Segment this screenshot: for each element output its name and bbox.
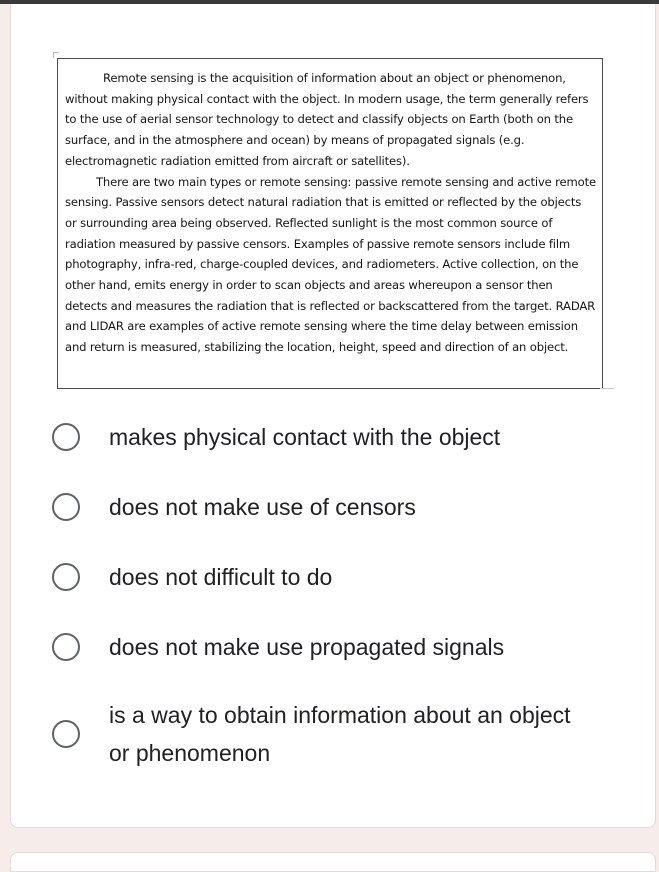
radio-button-icon[interactable] <box>52 423 80 451</box>
next-question-card <box>10 852 656 872</box>
radio-button-icon[interactable] <box>52 493 80 521</box>
option-1[interactable] <box>52 418 579 456</box>
radio-button-icon[interactable] <box>52 633 80 661</box>
option-label: does not make use of censors <box>109 494 416 520</box>
option-4[interactable] <box>52 628 579 666</box>
option-label: makes physical contact with the object <box>109 424 501 450</box>
option-label: does not difficult to do <box>109 564 333 590</box>
option-label: does not make use propagated signals <box>109 634 505 660</box>
reading-passage-image <box>57 58 603 389</box>
radio-button-icon[interactable] <box>52 720 80 748</box>
radio-button-icon[interactable] <box>52 563 80 591</box>
passage-paragraph-2: There are two main types or remote sensing: passive remote sensing and active remote sensing. Passive sensors detect natural radiation that is emitted or reflected by the objects or surrounding area being observed. Reflected sunlight is the most common source of radiation measured by passive censors. Examples of passive remote sensors include film photography, infra-red, charge-coupled devices, and radiometers. Active collection, on the other hand, emits energy in order to scan objects and areas whereupon a sensor then detects and measures the radiation that is reflected or backscattered from the target. RADAR and LIDAR are examples of active remote sensing where the time delay between emission and return is measured, stabilizing the location, height, speed and direction of an object. <box>65 174 596 355</box>
option-5[interactable] <box>52 696 579 772</box>
option-2[interactable] <box>52 488 579 526</box>
image-edge-line <box>600 388 614 389</box>
option-3[interactable] <box>52 558 579 596</box>
option-label: is a way to obtain information about an object or phenomenon <box>109 702 571 766</box>
passage-paragraph-1: Remote sensing is the acquisition of information about an object or phenomenon, without making physical contact with the object. In modern usage, the term generally refers to the use of aerial sensor technology to detect and classify objects on Earth (both on the surface, and in the atmosphere and ocean) by means of propagated signals (e.g. electromagnetic radiation emitted from aircraft or satellites). <box>65 71 589 168</box>
